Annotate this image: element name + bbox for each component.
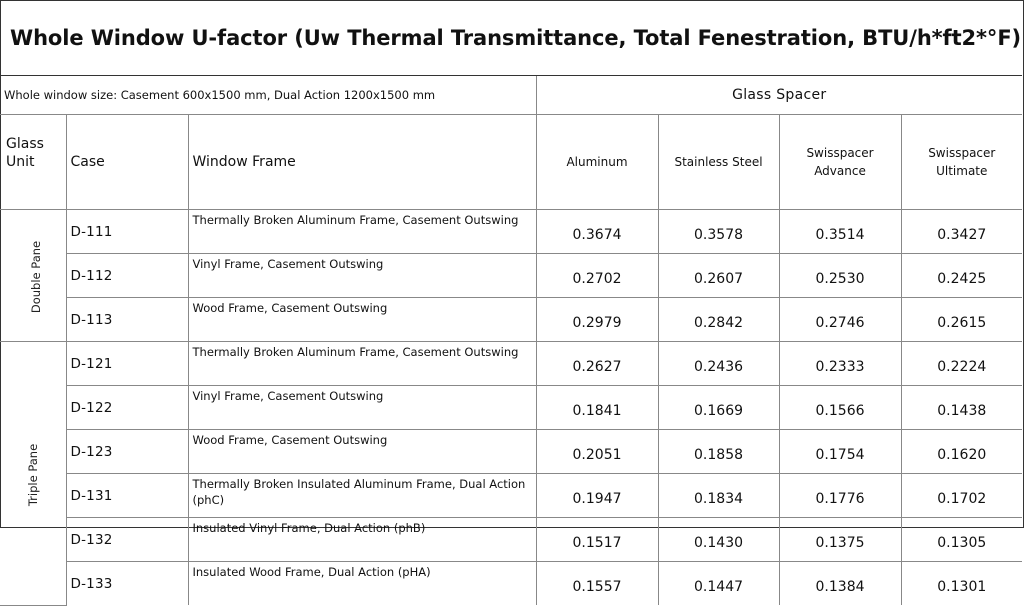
table-row (0, 474, 1022, 518)
u-factor-stainless-steel: 0.1858 (658, 430, 779, 474)
u-factor-aluminum: 0.1947 (536, 474, 658, 518)
u-factor-swisspacer-ultimate: 0.2425 (901, 254, 1022, 298)
table-row (0, 518, 1022, 562)
glass-unit-cell (0, 342, 66, 606)
u-factor-aluminum: 0.2979 (536, 298, 658, 342)
table-row (0, 254, 1022, 298)
table-row (0, 386, 1022, 430)
u-factor-stainless-steel: 0.3578 (658, 210, 779, 254)
u-factor-swisspacer-advance: 0.1566 (779, 386, 901, 430)
window-frame-cell: Insulated Wood Frame, Dual Action (pHA) (188, 562, 536, 606)
u-factor-swisspacer-ultimate: 0.2615 (901, 298, 1022, 342)
u-factor-stainless-steel: 0.1447 (658, 562, 779, 606)
case-cell: D-131 (66, 474, 188, 518)
case-cell: D-113 (66, 298, 188, 342)
case-cell: D-111 (66, 210, 188, 254)
page-title: Whole Window U-factor (Uw Thermal Transmittance, Total Fenestration, BTU/h*ft2*°F) (10, 26, 1022, 50)
u-factor-stainless-steel: 0.1834 (658, 474, 779, 518)
u-factor-swisspacer-ultimate: 0.2224 (901, 342, 1022, 386)
u-factor-swisspacer-ultimate: 0.1305 (901, 518, 1022, 562)
case-cell: D-122 (66, 386, 188, 430)
u-factor-swisspacer-ultimate: 0.1301 (901, 562, 1022, 606)
spacer-header-stainless-steel: Stainless Steel (658, 115, 779, 210)
u-factor-aluminum: 0.2627 (536, 342, 658, 386)
title-bar (0, 0, 1022, 76)
glass-unit-cell (0, 210, 66, 342)
table-row (0, 342, 1022, 386)
table-row (0, 430, 1022, 474)
case-cell: D-133 (66, 562, 188, 606)
u-factor-swisspacer-ultimate: 0.3427 (901, 210, 1022, 254)
window-frame-cell: Thermally Broken Aluminum Frame, Casement Outswing (188, 342, 536, 386)
u-factor-stainless-steel: 0.2842 (658, 298, 779, 342)
glass-unit-label: Triple Pane (25, 443, 40, 506)
u-factor-swisspacer-advance: 0.2530 (779, 254, 901, 298)
window-frame-cell: Thermally Broken Insulated Aluminum Frame, Dual Action (phC) (188, 474, 536, 518)
u-factor-aluminum: 0.2051 (536, 430, 658, 474)
glass-spacer-header: Glass Spacer (536, 76, 1022, 115)
table-row (0, 210, 1022, 254)
u-factor-swisspacer-ultimate: 0.1620 (901, 430, 1022, 474)
u-factor-swisspacer-ultimate: 0.1702 (901, 474, 1022, 518)
u-factor-table (0, 76, 1022, 606)
case-cell: D-112 (66, 254, 188, 298)
u-factor-aluminum: 0.1841 (536, 386, 658, 430)
window-frame-cell: Vinyl Frame, Casement Outswing (188, 254, 536, 298)
u-factor-aluminum: 0.3674 (536, 210, 658, 254)
u-factor-stainless-steel: 0.1669 (658, 386, 779, 430)
u-factor-aluminum: 0.2702 (536, 254, 658, 298)
u-factor-swisspacer-advance: 0.1375 (779, 518, 901, 562)
u-factor-aluminum: 0.1557 (536, 562, 658, 606)
u-factor-swisspacer-advance: 0.1776 (779, 474, 901, 518)
u-factor-swisspacer-advance: 0.1384 (779, 562, 901, 606)
u-factor-swisspacer-ultimate: 0.1438 (901, 386, 1022, 430)
table-row (0, 298, 1022, 342)
window-frame-cell: Wood Frame, Casement Outswing (188, 430, 536, 474)
glass-unit-label: Double Pane (29, 240, 44, 314)
window-frame-cell: Vinyl Frame, Casement Outswing (188, 386, 536, 430)
u-factor-swisspacer-advance: 0.2333 (779, 342, 901, 386)
window-size-note: Whole window size: Casement 600x1500 mm, Dual Action 1200x1500 mm (0, 76, 536, 115)
u-factor-swisspacer-advance: 0.1754 (779, 430, 901, 474)
u-factor-stainless-steel: 0.2436 (658, 342, 779, 386)
case-cell: D-123 (66, 430, 188, 474)
window-frame-cell: Wood Frame, Casement Outswing (188, 298, 536, 342)
spacer-header-swisspacer-ultimate: Swisspacer Ultimate (901, 115, 1022, 210)
u-factor-swisspacer-advance: 0.2746 (779, 298, 901, 342)
u-factor-swisspacer-advance: 0.3514 (779, 210, 901, 254)
table-row (0, 562, 1022, 606)
spacer-header-swisspacer-advance: Swisspacer Advance (779, 115, 901, 210)
window-frame-cell: Insulated Vinyl Frame, Dual Action (phB) (188, 518, 536, 562)
case-header: Case (66, 115, 188, 210)
u-factor-stainless-steel: 0.1430 (658, 518, 779, 562)
case-cell: D-121 (66, 342, 188, 386)
window-frame-header: Window Frame (188, 115, 536, 210)
spacer-header-aluminum: Aluminum (536, 115, 658, 210)
u-factor-stainless-steel: 0.2607 (658, 254, 779, 298)
glass-unit-header: Glass Unit (0, 115, 66, 210)
case-cell: D-132 (66, 518, 188, 562)
window-frame-cell: Thermally Broken Aluminum Frame, Casement Outswing (188, 210, 536, 254)
u-factor-aluminum: 0.1517 (536, 518, 658, 562)
